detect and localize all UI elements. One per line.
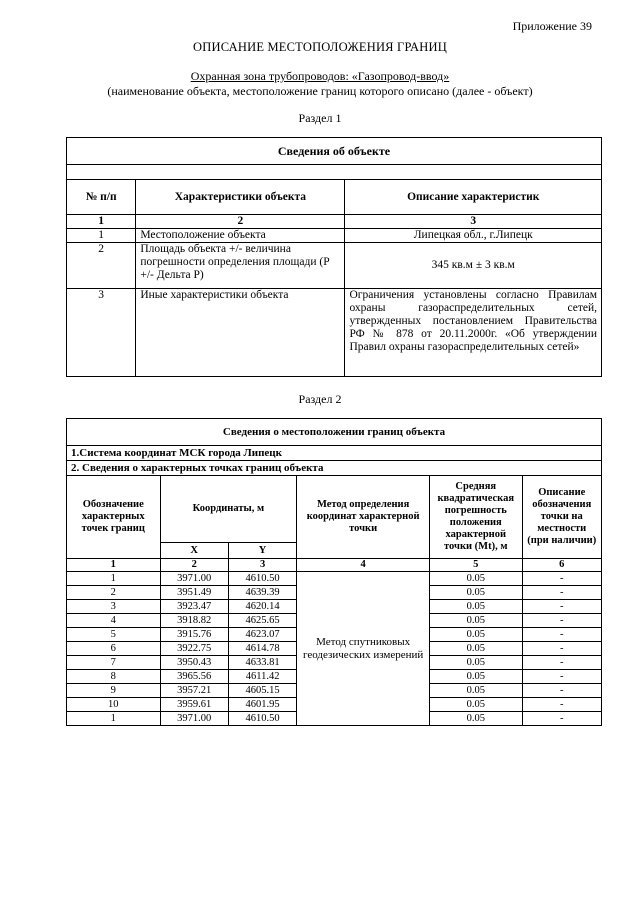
- point-x: 3923.47: [160, 600, 228, 614]
- point-y: 4611.42: [228, 670, 296, 684]
- col-header-point: Обозначение характерных точек границ: [67, 476, 161, 559]
- row-characteristic: Площадь объекта +/- величина погрешности определения площади (Р +/- Дельта Р): [136, 243, 345, 289]
- point-id: 3: [67, 600, 161, 614]
- point-description: -: [522, 614, 601, 628]
- point-id: 8: [67, 670, 161, 684]
- table-row: [67, 229, 602, 243]
- table-row: [67, 243, 602, 289]
- point-error: 0.05: [430, 572, 523, 586]
- point-x: 3971.00: [160, 712, 228, 726]
- point-y: 4610.50: [228, 712, 296, 726]
- col-number: 1: [67, 215, 136, 229]
- point-description: -: [522, 684, 601, 698]
- point-id: 7: [67, 656, 161, 670]
- section1-label: Раздел 1: [298, 111, 342, 125]
- col-number: 3: [345, 215, 602, 229]
- method-value: Метод спутниковых геодезических измерений: [297, 572, 430, 726]
- row-characteristic: Местоположение объекта: [136, 229, 345, 243]
- point-y: 4623.07: [228, 628, 296, 642]
- point-y: 4614.78: [228, 642, 296, 656]
- row-number: 1: [67, 229, 136, 243]
- col-header-point-description: Описание обозначения точки на местности (при наличии): [522, 476, 601, 559]
- point-description: -: [522, 628, 601, 642]
- col-header-x: X: [160, 543, 228, 559]
- point-id: 5: [67, 628, 161, 642]
- point-x: 3951.49: [160, 586, 228, 600]
- section2-label: Раздел 2: [298, 392, 342, 406]
- object-info-title: Сведения об объекте: [67, 138, 602, 165]
- object-name: Охранная зона трубопроводов: «Газопровод-ввод»: [190, 69, 450, 83]
- row-description: Ограничения установлены согласно Правилам охраны газораспределительных сетей, утвержденных постановлением Правительства РФ № 878 от 20.11.2000г. «Об утверждении Правил охраны газораспределительных сетей»: [345, 289, 602, 377]
- point-description: -: [522, 572, 601, 586]
- point-error: 0.05: [430, 698, 523, 712]
- point-y: 4601.95: [228, 698, 296, 712]
- point-y: 4610.50: [228, 572, 296, 586]
- col-number: 5: [430, 559, 523, 572]
- point-error: 0.05: [430, 600, 523, 614]
- boundary-table: [66, 418, 602, 726]
- col-number: 2: [136, 215, 345, 229]
- point-error: 0.05: [430, 614, 523, 628]
- col-number: 3: [228, 559, 296, 572]
- point-description: -: [522, 600, 601, 614]
- boundary-title: Сведения о местоположении границ объекта: [67, 419, 602, 446]
- row-description: Липецкая обл., г.Липецк: [345, 229, 602, 243]
- col-header-method: Метод определения координат характерной точки: [297, 476, 430, 559]
- point-x: 3965.56: [160, 670, 228, 684]
- point-x: 3915.76: [160, 628, 228, 642]
- point-y: 4639.39: [228, 586, 296, 600]
- coordinate-system: 1.Система координат МСК города Липецк: [67, 446, 602, 461]
- point-x: 3971.00: [160, 572, 228, 586]
- point-x: 3957.21: [160, 684, 228, 698]
- point-x: 3918.82: [160, 614, 228, 628]
- point-y: 4620.14: [228, 600, 296, 614]
- row-description: 345 кв.м ± 3 кв.м: [345, 243, 602, 289]
- points-subtitle: 2. Сведения о характерных точках границ объекта: [67, 461, 602, 476]
- point-error: 0.05: [430, 670, 523, 684]
- appendix-label: Приложение 39: [512, 19, 592, 33]
- object-subtitle: (наименование объекта, местоположение границ которого описано (далее - объект): [107, 84, 533, 98]
- point-description: -: [522, 670, 601, 684]
- row-characteristic: Иные характеристики объекта: [136, 289, 345, 377]
- point-id: 9: [67, 684, 161, 698]
- col-number: 4: [297, 559, 430, 572]
- point-id: 1: [67, 572, 161, 586]
- point-y: 4633.81: [228, 656, 296, 670]
- table-row: [67, 289, 602, 377]
- point-x: 3922.75: [160, 642, 228, 656]
- empty-row: [67, 165, 602, 180]
- point-description: -: [522, 642, 601, 656]
- point-description: -: [522, 698, 601, 712]
- object-info-table: [66, 137, 602, 377]
- point-error: 0.05: [430, 642, 523, 656]
- col-number: 6: [522, 559, 601, 572]
- table-row: [67, 572, 602, 586]
- col-header-y: Y: [228, 543, 296, 559]
- point-error: 0.05: [430, 684, 523, 698]
- point-id: 1: [67, 712, 161, 726]
- point-y: 4625.65: [228, 614, 296, 628]
- point-id: 4: [67, 614, 161, 628]
- point-error: 0.05: [430, 628, 523, 642]
- point-id: 6: [67, 642, 161, 656]
- row-number: 3: [67, 289, 136, 377]
- document-title: ОПИСАНИЕ МЕСТОПОЛОЖЕНИЯ ГРАНИЦ: [193, 40, 447, 54]
- col-header-characteristics: Характеристики объекта: [136, 180, 345, 215]
- col-number: 1: [67, 559, 161, 572]
- point-error: 0.05: [430, 586, 523, 600]
- col-header-coordinates: Координаты, м: [160, 476, 297, 543]
- point-error: 0.05: [430, 712, 523, 726]
- point-description: -: [522, 586, 601, 600]
- row-number: 2: [67, 243, 136, 289]
- col-header-description: Описание характеристик: [345, 180, 602, 215]
- point-id: 2: [67, 586, 161, 600]
- point-x: 3959.61: [160, 698, 228, 712]
- col-number: 2: [160, 559, 228, 572]
- col-header-error: Средняя квадратическая погрешность положения характерной точки (Mt), м: [430, 476, 523, 559]
- point-y: 4605.15: [228, 684, 296, 698]
- point-x: 3950.43: [160, 656, 228, 670]
- point-error: 0.05: [430, 656, 523, 670]
- point-id: 10: [67, 698, 161, 712]
- col-header-number: № п/п: [67, 180, 136, 215]
- point-description: -: [522, 712, 601, 726]
- point-description: -: [522, 656, 601, 670]
